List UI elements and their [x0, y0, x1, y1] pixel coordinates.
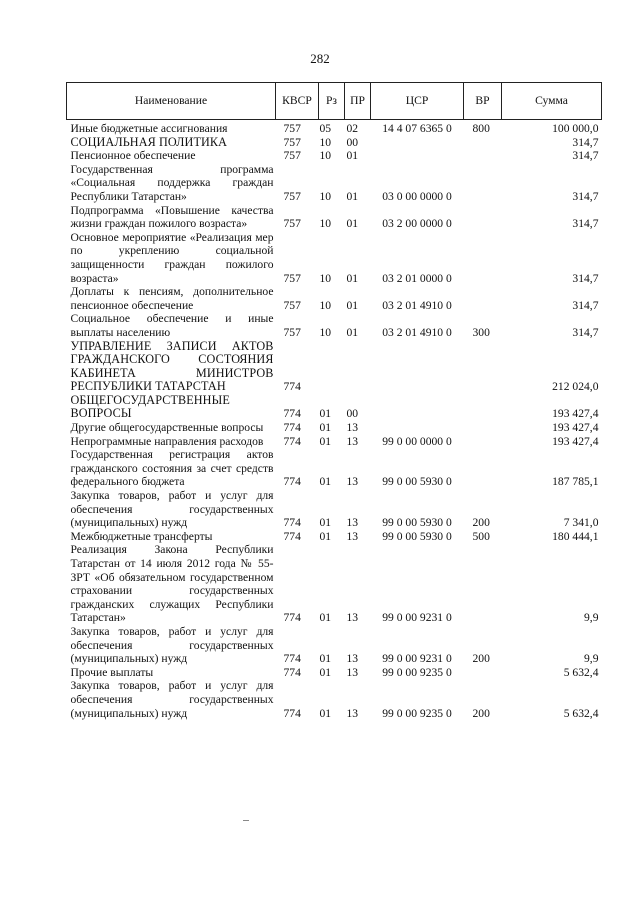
cell-csr — [371, 149, 464, 163]
cell-vr — [464, 163, 502, 204]
cell-csr: 99 0 00 9231 0 — [382, 652, 452, 666]
scan-mark — [243, 820, 249, 821]
table-row — [67, 136, 602, 150]
cell-name: ОБЩЕГОСУДАРСТВЕННЫЕ ВОПРОСЫ — [70, 392, 230, 421]
cell-kvsr: 757 — [283, 149, 301, 163]
cell-csr: 99 0 00 9231 0 — [382, 611, 452, 625]
cell-name: Непрограммные направления расходов — [70, 434, 264, 448]
cell-kvsr: 774 — [283, 380, 301, 394]
cell-sum: 314,7 — [572, 149, 599, 163]
cell-kvsr: 774 — [283, 706, 301, 720]
cell-sum: 212 024,0 — [552, 380, 599, 394]
cell-csr: 99 0 00 0000 0 — [382, 434, 452, 448]
cell-kvsr: 757 — [283, 135, 301, 149]
header-name: Наименование — [67, 83, 276, 120]
cell-csr: 99 0 00 9235 0 — [382, 665, 452, 679]
cell-kvsr: 774 — [283, 421, 301, 435]
cell-rz: 01 — [319, 434, 332, 448]
cell-name: Межбюджетные трансферты — [70, 529, 213, 543]
cell-name: Основное мероприятие «Реализация мер по укреплению социальной защищенности граждан пожилого возраста» — [70, 230, 274, 285]
cell-name: Иные бюджетные ассигнования — [70, 122, 228, 135]
table-row — [67, 666, 602, 680]
budget-table — [66, 82, 602, 720]
cell-kvsr: 774 — [283, 475, 301, 489]
cell-pr: 13 — [346, 665, 359, 679]
cell-name: Закупка товаров, работ и услуг для обеспечения государственных (муниципальных) нужд — [70, 679, 274, 720]
cell-sum: 193 427,4 — [552, 421, 599, 435]
cell-vr: 200 — [472, 516, 490, 530]
cell-kvsr: 757 — [283, 189, 301, 203]
cell-csr: 99 0 00 5930 0 — [382, 529, 452, 543]
header-csr: ЦСР — [371, 83, 464, 120]
cell-kvsr: 757 — [283, 122, 301, 135]
cell-vr: 500 — [472, 529, 490, 543]
cell-name: Закупка товаров, работ и услуг для обеспечения государственных (муниципальных) нужд — [70, 489, 274, 530]
cell-rz: 05 — [319, 122, 332, 135]
cell-sum: 5 632,4 — [563, 706, 599, 720]
cell-pr: 01 — [346, 271, 359, 285]
cell-kvsr: 757 — [283, 298, 301, 312]
cell-rz: 01 — [319, 475, 332, 489]
cell-pr: 00 — [346, 135, 359, 149]
cell-pr: 13 — [346, 611, 359, 625]
cell-csr: 03 2 01 4910 0 — [382, 298, 452, 312]
cell-vr — [464, 394, 502, 421]
table-row — [67, 543, 602, 625]
cell-rz: 10 — [319, 271, 332, 285]
table-row — [67, 285, 602, 312]
table-header-row — [67, 83, 602, 120]
cell-pr: 13 — [346, 516, 359, 530]
cell-name: Реализация Закона Республики Татарстан от 14 июля 2012 года № 55-ЗРТ «Об обязательном государственном страховании государственных гражданских служащих Республики Татарстан» — [70, 543, 274, 625]
table-row — [67, 448, 602, 489]
cell-name: УПРАВЛЕНИЕ ЗАПИСИ АКТОВ ГРАЖДАНСКОГО СОСТОЯНИЯ КАБИНЕТА МИНИСТРОВ РЕСПУБЛИКИ ТАТАРСТАН — [70, 338, 274, 394]
cell-rz: 01 — [319, 421, 332, 435]
header-vr: ВР — [464, 83, 502, 120]
cell-pr — [345, 340, 371, 394]
cell-pr: 13 — [346, 652, 359, 666]
cell-kvsr: 774 — [283, 407, 301, 421]
cell-vr: 300 — [472, 325, 490, 339]
cell-sum: 5 632,4 — [563, 665, 599, 679]
cell-csr — [371, 421, 464, 435]
cell-sum: 314,7 — [572, 189, 599, 203]
cell-csr: 99 0 00 5930 0 — [382, 516, 452, 530]
cell-sum: 7 341,0 — [563, 516, 599, 530]
cell-vr — [464, 136, 502, 150]
table-row — [67, 149, 602, 163]
cell-vr — [464, 149, 502, 163]
page-number: 282 — [310, 51, 330, 66]
table-row — [67, 489, 602, 530]
cell-sum: 187 785,1 — [552, 475, 599, 489]
cell-pr: 13 — [346, 434, 359, 448]
cell-vr — [464, 448, 502, 489]
cell-pr: 01 — [346, 298, 359, 312]
cell-csr: 03 0 00 0000 0 — [382, 189, 452, 203]
table-row — [67, 312, 602, 339]
header-rz: Рз — [319, 83, 345, 120]
table-row — [67, 394, 602, 421]
cell-name: Прочие выплаты — [70, 665, 154, 679]
cell-kvsr: 757 — [283, 325, 301, 339]
cell-csr: 03 2 01 0000 0 — [382, 271, 452, 285]
cell-csr: 99 0 00 5930 0 — [382, 475, 452, 489]
table-row — [67, 204, 602, 231]
table-row — [67, 231, 602, 285]
cell-vr — [464, 204, 502, 231]
cell-pr: 13 — [346, 421, 359, 435]
cell-sum: 314,7 — [572, 298, 599, 312]
cell-vr — [464, 435, 502, 449]
cell-name: Государственная программа «Социальная поддержка граждан Республики Татарстан» — [70, 162, 274, 203]
cell-name: Другие общегосударственные вопросы — [70, 421, 264, 435]
cell-name: Государственная регистрация актов гражданского состояния за счет средств федерального бюджета — [70, 448, 274, 489]
cell-rz: 10 — [319, 149, 332, 163]
cell-csr — [371, 136, 464, 150]
cell-sum: 314,7 — [572, 135, 599, 149]
cell-kvsr: 774 — [283, 611, 301, 625]
cell-csr: 03 2 01 4910 0 — [382, 325, 452, 339]
header-kvsr: КВСР — [276, 83, 319, 120]
cell-vr: 800 — [472, 122, 490, 135]
cell-kvsr: 757 — [283, 271, 301, 285]
cell-rz: 10 — [319, 189, 332, 203]
cell-sum: 9,9 — [584, 611, 599, 625]
table-row — [67, 625, 602, 666]
cell-pr: 13 — [346, 529, 359, 543]
cell-vr — [464, 543, 502, 625]
table-row — [67, 530, 602, 544]
table-row — [67, 163, 602, 204]
cell-csr — [371, 394, 464, 421]
header-sum: Сумма — [502, 83, 602, 120]
cell-vr — [464, 421, 502, 435]
cell-csr — [371, 340, 464, 394]
cell-rz: 01 — [319, 407, 332, 421]
cell-rz: 10 — [319, 217, 332, 231]
cell-sum: 100 000,0 — [552, 122, 599, 135]
cell-pr: 02 — [346, 122, 359, 135]
cell-name: Закупка товаров, работ и услуг для обеспечения государственных (муниципальных) нужд — [70, 624, 274, 666]
cell-kvsr: 774 — [283, 516, 301, 530]
cell-kvsr: 774 — [283, 434, 301, 448]
cell-csr: 99 0 00 9235 0 — [382, 706, 452, 720]
table-row — [67, 340, 602, 394]
cell-sum: 314,7 — [572, 217, 599, 231]
cell-kvsr: 774 — [283, 665, 301, 679]
cell-rz: 10 — [319, 135, 332, 149]
cell-csr: 03 2 00 0000 0 — [382, 217, 452, 231]
cell-pr: 00 — [346, 407, 359, 421]
table-row — [67, 421, 602, 435]
cell-vr — [464, 666, 502, 680]
header-pr: ПР — [345, 83, 371, 120]
cell-name: Пенсионное обеспечение — [70, 149, 196, 163]
cell-rz: 01 — [319, 665, 332, 679]
cell-rz: 10 — [319, 325, 332, 339]
cell-pr: 13 — [346, 475, 359, 489]
cell-vr — [464, 231, 502, 285]
cell-rz — [319, 340, 345, 394]
cell-csr: 14 4 07 6365 0 — [382, 122, 452, 135]
cell-sum: 9,9 — [584, 652, 599, 666]
cell-pr: 01 — [346, 189, 359, 203]
cell-kvsr: 757 — [283, 217, 301, 231]
cell-vr: 200 — [472, 706, 490, 720]
cell-name: Доплаты к пенсиям, дополнительное пенсионное обеспечение — [70, 285, 274, 312]
table-row — [67, 435, 602, 449]
cell-rz: 01 — [319, 516, 332, 530]
cell-kvsr: 774 — [283, 529, 301, 543]
cell-rz: 10 — [319, 298, 332, 312]
table-row — [67, 120, 602, 136]
cell-rz: 01 — [319, 611, 332, 625]
cell-kvsr: 774 — [283, 652, 301, 666]
cell-rz: 01 — [319, 652, 332, 666]
cell-rz: 01 — [319, 706, 332, 720]
cell-name: СОЦИАЛЬНАЯ ПОЛИТИКА — [70, 134, 228, 149]
cell-vr — [464, 285, 502, 312]
cell-sum: 180 444,1 — [552, 529, 599, 543]
cell-sum: 193 427,4 — [552, 407, 599, 421]
cell-vr — [464, 340, 502, 394]
cell-sum: 193 427,4 — [552, 434, 599, 448]
cell-pr: 01 — [346, 325, 359, 339]
table-row — [67, 679, 602, 720]
cell-vr: 200 — [472, 652, 490, 666]
cell-sum: 314,7 — [572, 325, 599, 339]
cell-sum: 314,7 — [572, 271, 599, 285]
cell-name: Подпрограмма «Повышение качества жизни граждан пожилого возраста» — [70, 203, 274, 231]
cell-pr: 01 — [346, 217, 359, 231]
cell-rz: 01 — [319, 529, 332, 543]
cell-name: Социальное обеспечение и иные выплаты населению — [70, 312, 274, 339]
cell-pr: 01 — [346, 149, 359, 163]
cell-pr: 13 — [346, 706, 359, 720]
